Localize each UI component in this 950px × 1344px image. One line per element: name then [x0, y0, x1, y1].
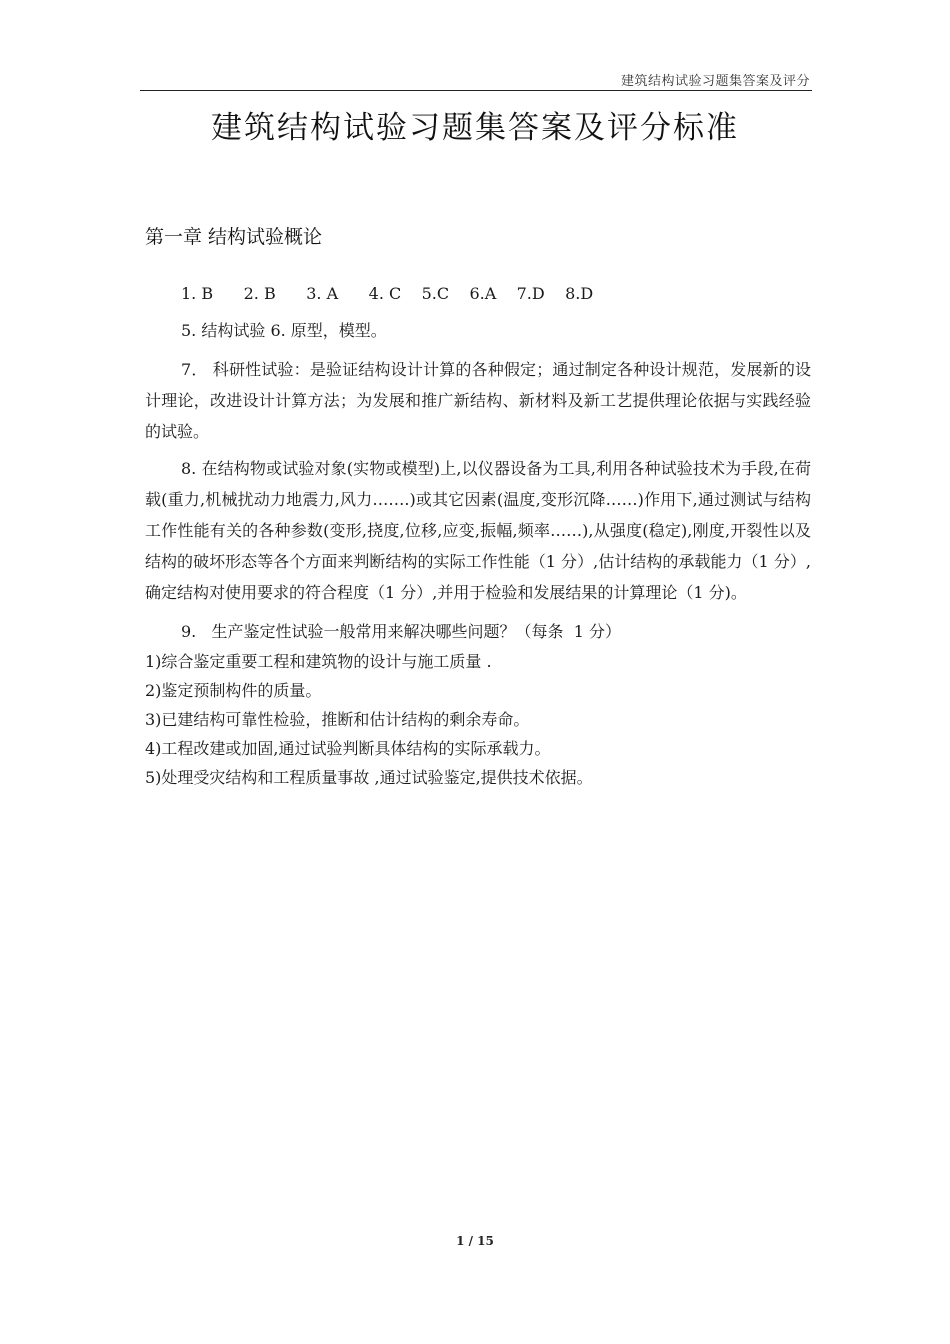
q9-item: 5)处理受灾结构和工程质量事故 ,通过试验鉴定,提供技术依据。: [145, 768, 593, 787]
q9-item: 4)工程改建或加固,通过试验判断具体结构的实际承载力。: [145, 739, 551, 758]
q9-item: 2)鉴定预制构件的质量。: [145, 681, 322, 700]
fill-answers-line: 5. 结构试验 6. 原型，模型。: [181, 321, 387, 340]
running-title: 建筑结构试验习题集答案及评分: [620, 74, 810, 89]
answer-content: [145, 278, 811, 792]
q9-question: 9. 生产鉴定性试验一般常用来解决哪些问题？（每条 1 分）: [181, 622, 621, 641]
page-header: [140, 68, 812, 91]
answer-q7: 7． 科研性试验：是验证结构设计计算的各种假定；通过制定各种设计规范，发展新的设计理论，改进设计计算方法；为发展和推广新结构、新材料及新工艺提供理论依据与实践经验的试验。: [145, 360, 811, 441]
answer-q8: 8. 在结构物或试验对象(实物或模型)上,以仪器设备为工具,利用各种试验技术为手段,在荷载(重力,机械扰动力地震力,风力…….)或其它因素(温度,变形沉降……)作用下,通过测试与结构工作性能有关的各种参数(变形,挠度,位移,应变,振幅,频率……),从强度(稳定),刚度,开裂性以及结构的破坏形态等各个方面来判断结构的实际工作性能（1 分）,估计结构的承载能力（1 分）,确定结构对使用要求的符合程度（1 分）,并用于检验和发展结果的计算理论（1 分)。: [145, 459, 811, 602]
q9-item: 3)已建结构可靠性检验，推断和估计结构的剩余寿命。: [145, 710, 530, 729]
document-title: 建筑结构试验习题集答案及评分标准: [211, 110, 739, 146]
q9-item: 1)综合鉴定重要工程和建筑物的设计与施工质量 .: [145, 652, 492, 671]
chapter-heading: 第一章 结构试验概论: [145, 226, 323, 248]
page-number: 1 / 15: [456, 1234, 494, 1248]
choice-answers-line: 1. B 2. B 3. A 4. C 5.C 6.A 7.D 8.D: [181, 284, 594, 303]
